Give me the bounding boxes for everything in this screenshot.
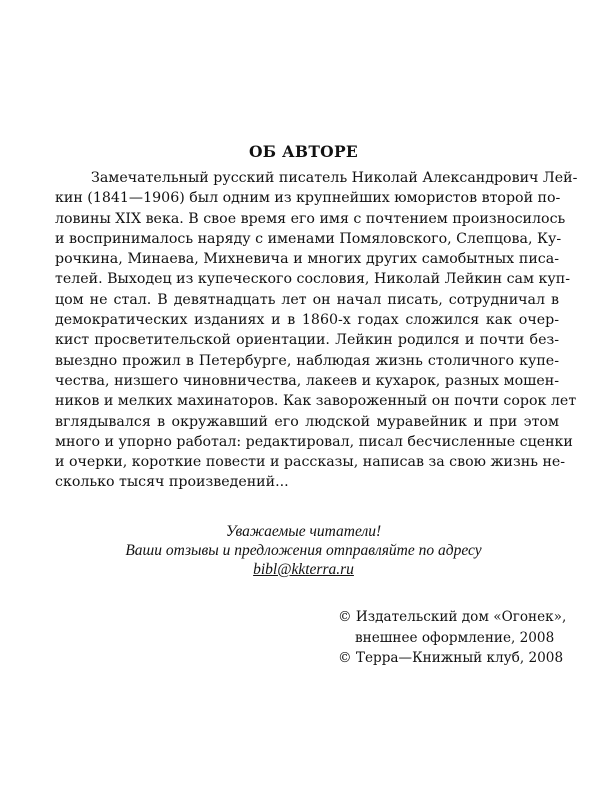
text-line: Замечательный русский писатель Николай Александрович Лей- — [91, 170, 578, 186]
author-biography — [55, 168, 578, 493]
email-link[interactable]: bibl@kkterra.ru — [253, 561, 354, 578]
text-line: рочкина, Минаева, Михневича и многих других самобытных писа- — [55, 251, 559, 268]
text-line: и воспринималось наряду с именами Помяловского, Слепцова, Ку- — [55, 230, 562, 247]
text-line: и очерки, короткие повести и рассказы, написав за свою жизнь не- — [55, 454, 566, 471]
reader-notice — [0, 522, 607, 579]
text-line: много и упорно работал: редактировал, писал бесчисленные сценки — [55, 433, 573, 450]
text-line: цом не стал. В девятнадцать лет он начал писать, сотрудничал в — [55, 291, 559, 308]
text-line: ловины XIX века. В свое время его имя с почтением произносилось — [55, 210, 566, 227]
notice-greeting: Уважаемые читатели! — [225, 523, 382, 540]
text-line: вглядывался в окружавший его людской муравейник и при этом — [55, 413, 559, 430]
text-line: ников и мелких махинаторов. Как завороженный он почти сорок лет — [55, 393, 577, 410]
text-line: выездно прожил в Петербурге, наблюдая жизнь столичного купе- — [55, 352, 559, 369]
text-line: кин (1841—1906) был одним из крупнейших юмористов второй по- — [55, 190, 561, 207]
notice-request: Ваши отзывы и предложения отправляйте по адресу — [125, 542, 482, 559]
copyright-line: внешнее оформление, 2008 — [355, 629, 555, 646]
text-line: кист просветительской ориентации. Лейкин родился и почти без- — [55, 332, 559, 349]
section-heading: ОБ АВТОРЕ — [248, 142, 359, 161]
copyright-line: © Терра—Книжный клуб, 2008 — [338, 650, 564, 666]
copyright-line: © Издательский дом «Огонек», — [338, 609, 567, 625]
text-line: демократических изданиях и в 1860-х годах сложился как очер- — [55, 312, 559, 329]
text-line: чества, низшего чиновничества, лакеев и кухарок, разных мошен- — [55, 372, 559, 389]
copyright-block — [338, 607, 566, 669]
text-line: телей. Выходец из купеческого сословия, Николай Лейкин сам куп- — [55, 271, 571, 288]
text-line: сколько тысяч произведений... — [55, 474, 289, 491]
